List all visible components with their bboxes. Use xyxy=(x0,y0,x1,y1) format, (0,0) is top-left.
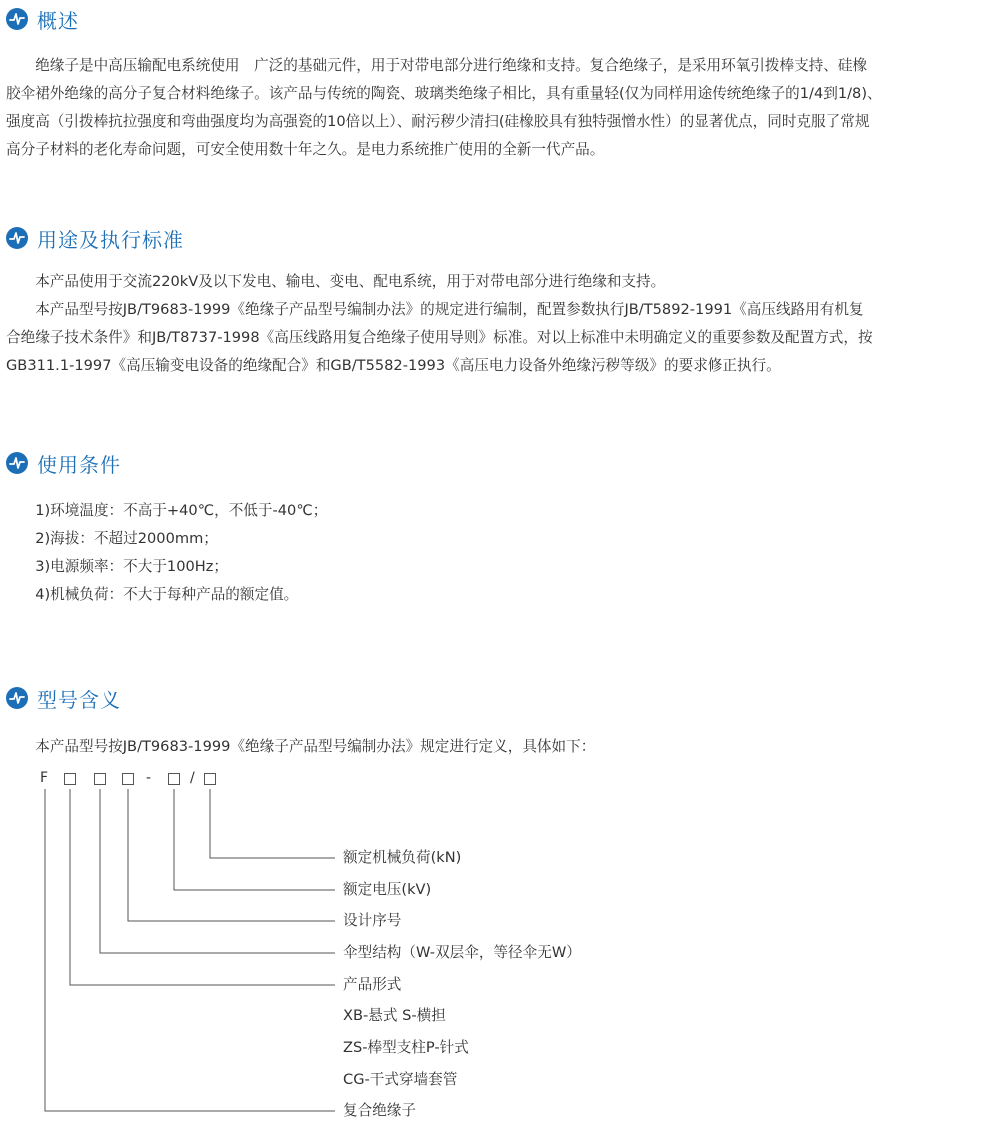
label-product-form: 产品形式 xyxy=(343,976,402,993)
text-line: GB311.1-1997《高压输变电设备的绝缘配合》和GB/T5582-1993《高压电力设备外绝缘污秽等级》的要求修正执行。 xyxy=(6,357,781,374)
label-rated-load: 额定机械负荷(kN) xyxy=(343,849,462,866)
section-title: 概述 xyxy=(37,8,79,33)
connector-shed-structure xyxy=(100,789,335,953)
text-line: 合绝缘子技术条件》和JB/T8737-1998《高压线路用复合绝缘子使用导则》标准。对以上标准中未明确定义的重要参数及配置方式，按 xyxy=(6,329,873,346)
section-title: 使用条件 xyxy=(37,452,121,477)
label-form-xb-s: XB-悬式 S-横担 xyxy=(343,1007,446,1024)
label-design-serial: 设计序号 xyxy=(343,912,402,929)
label-form-cg: CG-干式穿墙套管 xyxy=(343,1071,458,1088)
connector-rated-load xyxy=(210,789,335,858)
text-line: 绝缘子是中高压输配电系统使用 广泛的基础元件，用于对带电部分进行绝缘和支持。复合绝缘子，是采用环氧引拨棒支持、硅橡 xyxy=(6,57,868,74)
code-slash: / xyxy=(190,770,195,786)
label-rated-voltage: 额定电压(kV) xyxy=(343,881,432,898)
label-shed-structure: 伞型结构（W-双层伞，等径伞无W） xyxy=(343,944,581,961)
list-item: 4)机械负荷：不大于每种产品的额定值。 xyxy=(6,586,299,603)
connector-composite-insulator xyxy=(45,789,335,1111)
text-line: 本产品型号按JB/T9683-1999《绝缘子产品型号编制办法》规定进行定义，具体如下： xyxy=(6,738,596,755)
text-line: 本产品型号按JB/T9683-1999《绝缘子产品型号编制办法》的规定进行编制，配置参数执行JB/T5892-1991《高压线路用有机复 xyxy=(6,301,864,318)
code-dash: - xyxy=(146,770,152,786)
list-item: 1)环境温度：不高于+40℃，不低于-40℃； xyxy=(6,502,328,519)
text-line: 本产品使用于交流220kV及以下发电、输电、变电、配电系统，用于对带电部分进行绝缘和支持。 xyxy=(6,273,666,290)
text-line: 强度高（引拨棒抗拉强度和弯曲强度均为高强瓷的10倍以上）、耐污秽少清扫(硅橡胶具有独特强憎水性）的显著优点，同时克服了常规 xyxy=(6,113,870,130)
text-line: 高分子材料的老化寿命问题，可安全使用数十年之久。是电力系统推广使用的全新一代产品。 xyxy=(6,141,605,158)
section-title: 型号含义 xyxy=(37,687,121,712)
section-title: 用途及执行标准 xyxy=(37,227,184,252)
code-prefix: F xyxy=(40,770,49,786)
list-item: 2)海拔：不超过2000mm； xyxy=(6,530,218,547)
connector-design-serial xyxy=(128,789,335,921)
connector-product-form xyxy=(70,789,335,985)
connector-rated-voltage xyxy=(174,789,335,890)
list-item: 3)电源频率：不大于100Hz； xyxy=(6,558,228,575)
label-composite-insulator: 复合绝缘子 xyxy=(343,1102,416,1119)
label-form-zs-p: ZS-棒型支柱P-针式 xyxy=(343,1039,469,1056)
text-line: 胶伞裙外绝缘的高分子复合材料绝缘子。该产品与传统的陶瓷、玻璃类绝缘子相比，具有重量轻(仅为同样用途传统绝缘子的1/4到1/8)、 xyxy=(6,85,882,102)
